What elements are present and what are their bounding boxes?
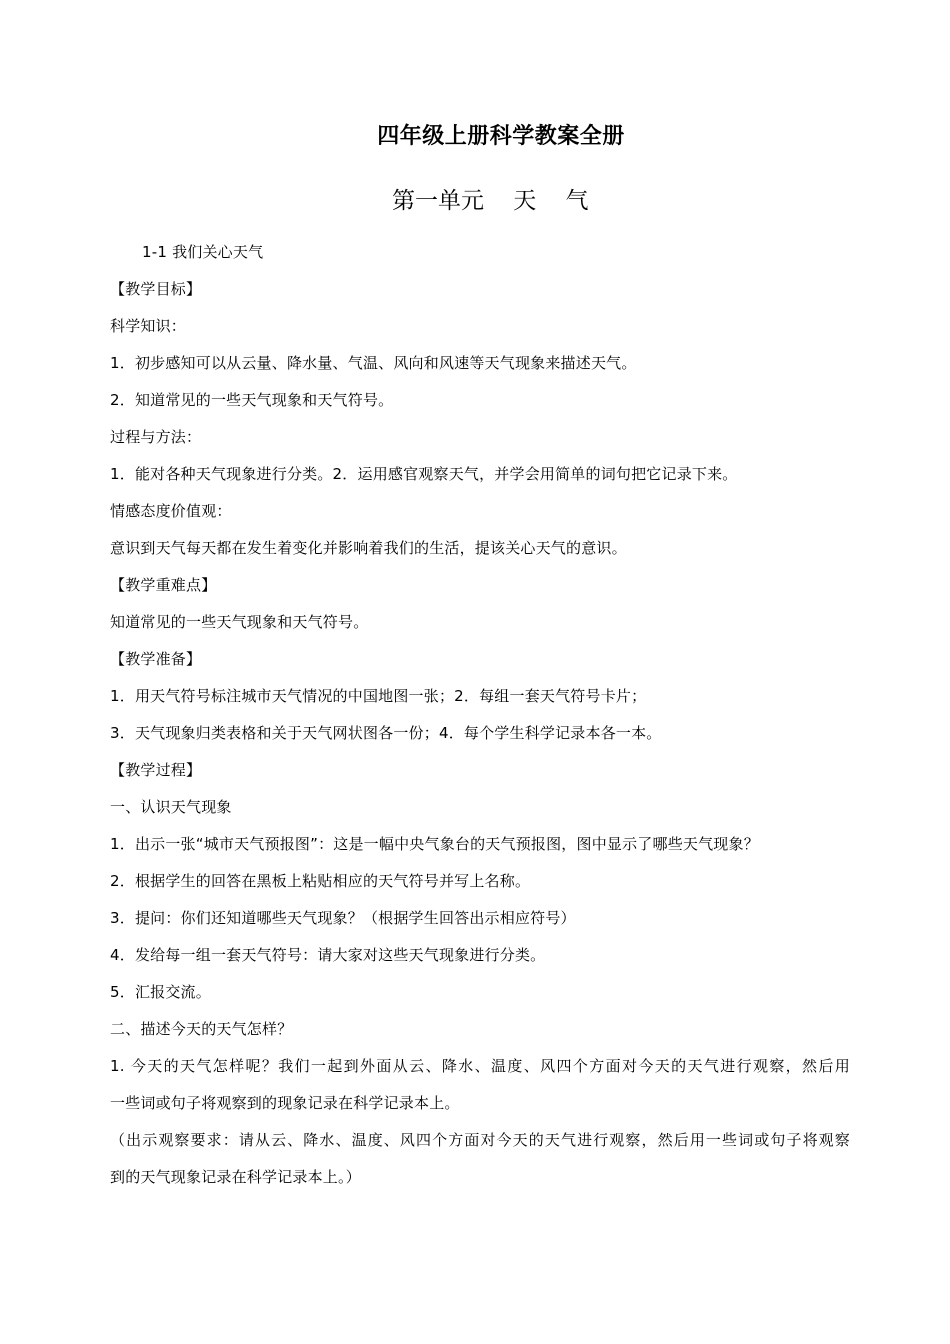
body-line: 1. 今天的天气怎样呢？我们一起到外面从云、降水、温度、风四个方面对今天的天气进行观察，然后用: [110, 1057, 850, 1075]
lesson-heading: 1-1 我们关心天气: [142, 243, 264, 261]
section-heading: 【教学目标】: [110, 280, 202, 298]
subsection-heading: 二、描述今天的天气怎样？: [110, 1020, 293, 1038]
body-line: 2．知道常见的一些天气现象和天气符号。: [110, 391, 394, 409]
body-line: 2．根据学生的回答在黑板上粘贴相应的天气符号并写上名称。: [110, 872, 531, 890]
document-body: [110, 238, 850, 1200]
section-heading: 【教学重难点】: [110, 576, 217, 594]
document-title: 四年级上册科学教案全册: [377, 124, 625, 149]
section-heading: 【教学过程】: [110, 761, 202, 779]
body-line: 4．发给每一组一套天气符号：请大家对这些天气现象进行分类。: [110, 946, 546, 964]
body-line: 1．用天气符号标注城市天气情况的中国地图一张；2．每组一套天气符号卡片；: [110, 687, 647, 705]
body-line: 1．初步感知可以从云量、降水量、气温、风向和风速等天气现象来描述天气。: [110, 354, 637, 372]
body-line: 3．提问：你们还知道哪些天气现象？（根据学生回答出示相应符号）: [110, 909, 576, 927]
unit-title: 第一单元 天 气: [392, 188, 589, 214]
body-line: （出示观察要求：请从云、降水、温度、风四个方面对今天的天气进行观察，然后用一些词或句子将观察: [110, 1131, 850, 1149]
subsection-heading: 情感态度价值观：: [110, 502, 232, 520]
body-line: 1．出示一张“城市天气预报图”：这是一幅中央气象台的天气预报图，图中显示了哪些天气现象？: [110, 835, 759, 853]
subsection-heading: 过程与方法：: [110, 428, 202, 446]
subsection-heading: 科学知识：: [110, 317, 187, 335]
body-line: 意识到天气每天都在发生着变化并影响着我们的生活，提该关心天气的意识。: [110, 539, 627, 557]
body-line: 知道常见的一些天气现象和天气符号。: [110, 613, 369, 631]
body-line: 到的天气现象记录在科学记录本上。）: [110, 1168, 361, 1186]
body-line: 5．汇报交流。: [110, 983, 211, 1001]
body-line: 1．能对各种天气现象进行分类。2．运用感官观察天气，并学会用简单的词句把它记录下来。: [110, 465, 738, 483]
section-heading: 【教学准备】: [110, 650, 202, 668]
subsection-heading: 一、认识天气现象: [110, 798, 232, 816]
body-line: 3．天气现象归类表格和关于天气网状图各一份；4．每个学生科学记录本各一本。: [110, 724, 662, 742]
body-line: 一些词或句子将观察到的现象记录在科学记录本上。: [110, 1094, 460, 1112]
